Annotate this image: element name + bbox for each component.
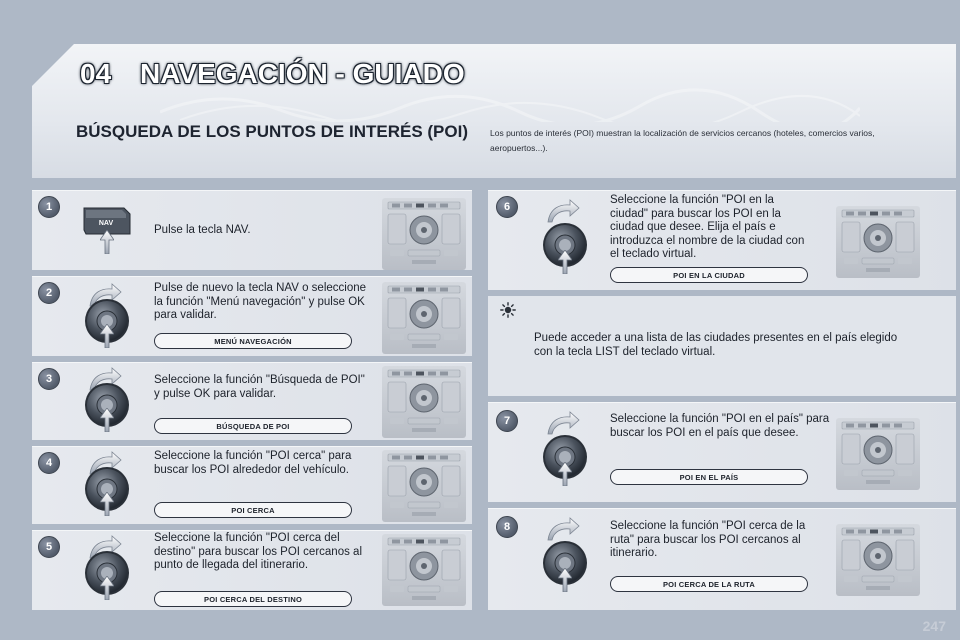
radio-unit-icon: [382, 450, 466, 522]
tip-text: Puede acceder a una lista de las ciudades presentes en el país elegido con la tecla LIST del teclado virtual.: [534, 332, 898, 358]
section-title: BÚSQUEDA DE LOS PUNTOS DE INTERÉS (POI): [76, 122, 468, 141]
step-number-2: 2: [38, 282, 60, 304]
press-arrow-icon: [100, 324, 114, 348]
function-label-menu-navegacion: MENÚ NAVEGACIÓN: [154, 333, 352, 349]
step-text-4: Seleccione la función "POI cerca" para buscar los POI alrededor del vehículo.: [154, 450, 352, 476]
turn-arrow-icon: [546, 516, 580, 542]
step-text-1: Pulse la tecla NAV.: [154, 224, 251, 236]
press-arrow-icon: [558, 462, 572, 486]
step-number-5: 5: [38, 536, 60, 558]
radio-unit-icon: [382, 534, 466, 606]
press-arrow-icon: [100, 576, 114, 600]
chapter-number: 04: [80, 58, 112, 89]
lightbulb-icon: [500, 302, 516, 318]
intro-text: Los puntos de interés (POI) muestran la localización de servicios cercanos (hoteles, comercios varios, aeropuertos...).: [490, 128, 875, 153]
turn-arrow-icon: [546, 410, 580, 436]
step-number-8: 8: [496, 516, 518, 538]
step-text-2: Pulse de nuevo la tecla NAV o seleccione la función "Menú navegación" y pulse OK para validar.: [154, 282, 367, 321]
press-arrow-icon: [558, 250, 572, 274]
radio-unit-icon: [382, 282, 466, 354]
radio-unit-icon: [382, 366, 466, 438]
radio-unit-icon: [836, 418, 920, 490]
page-title: NAVEGACIÓN - GUIADO: [140, 58, 465, 89]
step-number-4: 4: [38, 452, 60, 474]
page-number: 247: [922, 618, 946, 634]
press-arrow-icon: [100, 408, 114, 432]
press-arrow-icon: [558, 568, 572, 592]
step-text-3: Seleccione la función "Búsqueda de POI" y pulse OK para validar.: [154, 374, 365, 400]
radio-unit-icon: [836, 524, 920, 596]
step-text-7: Seleccione la función "POI en el país" para buscar los POI en el país que desee.: [610, 413, 830, 439]
function-label-poi-ciudad: POI EN LA CIUDAD: [610, 267, 808, 283]
step-text-8: Seleccione la función "POI cerca de la ruta" para buscar los POI cercanos al itinerario.: [610, 520, 806, 559]
function-label-poi-ruta: POI CERCA DE LA RUTA: [610, 576, 808, 592]
function-label-busqueda-poi: BÚSQUEDA DE POI: [154, 418, 352, 434]
function-label-poi-cerca-destino: POI CERCA DEL DESTINO: [154, 591, 352, 607]
step-text-6: Seleccione la función "POI en la ciudad" para buscar los POI en la ciudad que desee. Elija el país e introduzca el nombre de la ciudad con el teclado virtual.: [610, 194, 805, 260]
step-number-6: 6: [496, 196, 518, 218]
turn-arrow-icon: [546, 198, 580, 224]
step-number-1: 1: [38, 196, 60, 218]
function-label-poi-pais: POI EN EL PAÍS: [610, 469, 808, 485]
radio-unit-icon: [836, 206, 920, 278]
nav-key-icon: [80, 204, 134, 254]
function-label-poi-cerca: POI CERCA: [154, 502, 352, 518]
step-number-3: 3: [38, 368, 60, 390]
step-text-5: Seleccione la función "POI cerca del destino" para buscar los POI cercanos al punto de llegada del itinerario.: [154, 532, 362, 571]
step-number-7: 7: [496, 410, 518, 432]
press-arrow-icon: [100, 492, 114, 516]
radio-unit-icon: [382, 198, 466, 270]
nav-key-label: NAV: [98, 220, 114, 227]
